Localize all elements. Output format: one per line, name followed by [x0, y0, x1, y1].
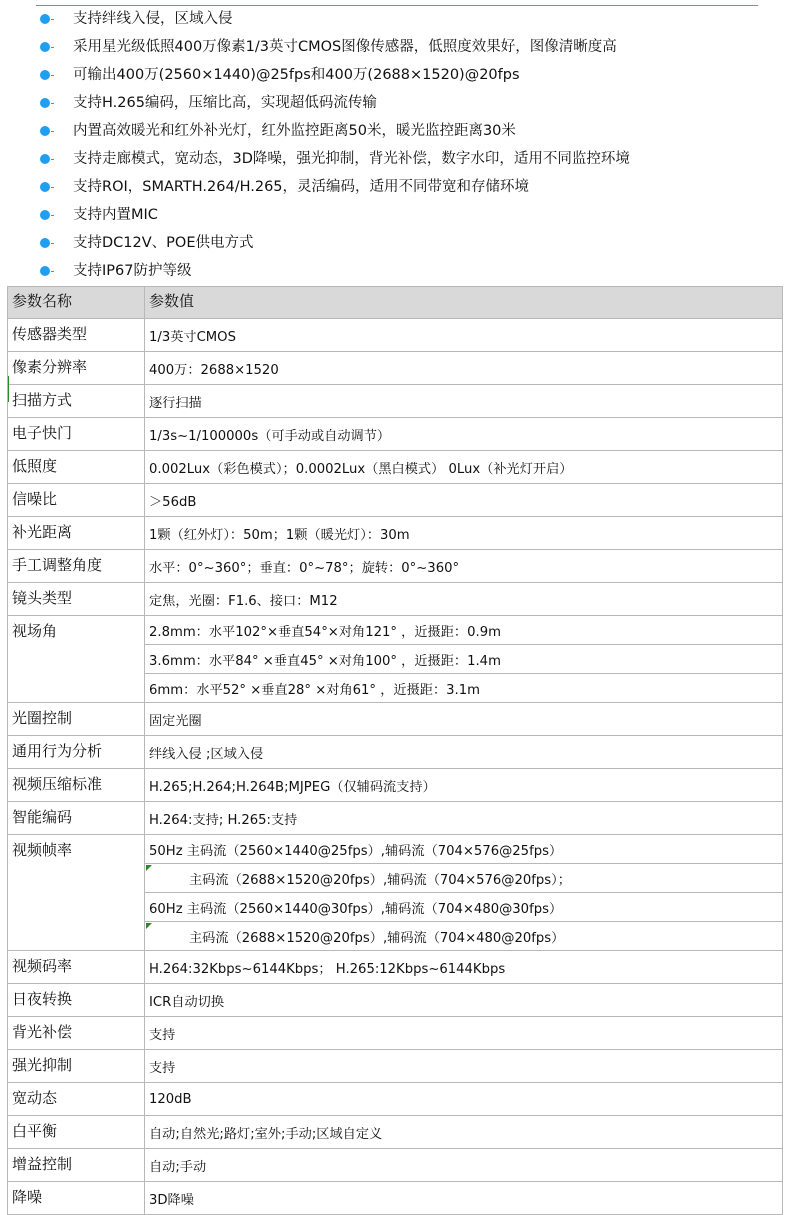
param-value: 0.002Lux（彩色模式）；0.0002Lux（黑白模式） 0Lux（补光灯开启） [145, 451, 783, 484]
param-value: ICR自动切换 [145, 984, 783, 1017]
feature-text: 支持绊线入侵，区域入侵 [73, 11, 233, 27]
param-value: 绊线入侵 ;区域入侵 [145, 736, 783, 769]
table-row [8, 1083, 783, 1116]
bullet-icon [40, 210, 50, 220]
table-row [8, 385, 783, 418]
bullet-icon [40, 154, 50, 164]
param-value: 50Hz 主码流（2560×1440@25fps）,辅码流（704×576@25fps） [145, 835, 783, 864]
param-value: 400万：2688×1520 [145, 352, 783, 385]
param-name: 镜头类型 [8, 583, 145, 616]
param-value: 固定光圈 [145, 703, 783, 736]
param-name: 电子快门 [8, 418, 145, 451]
param-name: 像素分辨率 [8, 352, 145, 385]
bullet-icon [40, 182, 50, 192]
table-row [8, 1149, 783, 1182]
param-value: 主码流（2688×1520@20fps）,辅码流（704×480@20fps） [145, 922, 783, 951]
param-value: 主码流（2688×1520@20fps）,辅码流（704×576@20fps）； [145, 864, 783, 893]
param-value: 1颗（红外灯）：50m；1颗（暖光灯）：30m [145, 517, 783, 550]
feature-text: 支持ROI，SMARTH.264/H.265，灵活编码，适用不同带宽和存储环境 [73, 179, 530, 195]
table-row [8, 703, 783, 736]
table-row [8, 517, 783, 550]
table-header-row [8, 287, 783, 319]
param-value: 逐行扫描 [145, 385, 783, 418]
table-row [8, 1050, 783, 1083]
param-name: 传感器类型 [8, 319, 145, 352]
param-name: 手工调整角度 [8, 550, 145, 583]
list-item [0, 173, 790, 201]
list-item [0, 61, 790, 89]
table-row [8, 984, 783, 1017]
param-name: 视频帧率 [8, 835, 145, 951]
param-value: 1/3s~1/100000s（可手动或自动调节） [145, 418, 783, 451]
bullet-icon [40, 238, 50, 248]
param-value: ＞56dB [145, 484, 783, 517]
bullet-icon [40, 126, 50, 136]
table-row [8, 616, 783, 645]
param-name: 低照度 [8, 451, 145, 484]
bullet-icon [40, 70, 50, 80]
table-row [8, 802, 783, 835]
param-name: 信噪比 [8, 484, 145, 517]
param-name: 视频码率 [8, 951, 145, 984]
bullet-icon [40, 14, 50, 24]
param-value: 1/3英寸CMOS [145, 319, 783, 352]
param-name: 降噪 [8, 1182, 145, 1215]
param-value: 自动;自然光;路灯;室外;手动;区域自定义 [145, 1116, 783, 1149]
table-row [8, 484, 783, 517]
param-name: 通用行为分析 [8, 736, 145, 769]
list-item [0, 145, 790, 173]
list-item [0, 33, 790, 61]
list-item [0, 89, 790, 117]
param-name: 日夜转换 [8, 984, 145, 1017]
param-name: 扫描方式 [8, 385, 145, 418]
param-value: 水平：0°~360°；垂直：0°~78°；旋转：0°~360° [145, 550, 783, 583]
param-value: 3D降噪 [145, 1182, 783, 1215]
table-row [8, 319, 783, 352]
feature-list [0, 5, 790, 285]
feature-text: 支持H.265编码，压缩比高，实现超低码流传输 [73, 95, 377, 111]
param-value: 支持 [145, 1017, 783, 1050]
param-name: 视频压缩标准 [8, 769, 145, 802]
param-name: 智能编码 [8, 802, 145, 835]
cell-marker [8, 376, 9, 402]
param-name: 光圈控制 [8, 703, 145, 736]
param-value: 3.6mm：水平84° ×垂直45° ×对角100° ，近摄距：1.4m [145, 645, 783, 674]
header-value: 参数值 [145, 287, 783, 319]
param-value: 支持 [145, 1050, 783, 1083]
table-row [8, 769, 783, 802]
param-value: 60Hz 主码流（2560×1440@30fps）,辅码流（704×480@30fps） [145, 893, 783, 922]
spec-table [7, 286, 783, 1215]
param-value: 定焦，光圈：F1.6、接口：M12 [145, 583, 783, 616]
list-item [0, 257, 790, 285]
list-item [0, 201, 790, 229]
bullet-icon [40, 266, 50, 276]
feature-text: 采用星光级低照400万像素1/3英寸CMOS图像传感器，低照度效果好，图像清晰度高 [73, 39, 617, 55]
feature-text: 内置高效暖光和红外补光灯，红外监控距离50米，暖光监控距离30米 [73, 123, 516, 139]
header-name: 参数名称 [8, 287, 145, 319]
feature-text: 支持内置MIC [73, 207, 158, 223]
table-row [8, 583, 783, 616]
param-name: 补光距离 [8, 517, 145, 550]
param-value: H.265;H.264;H.264B;MJPEG（仅辅码流支持） [145, 769, 783, 802]
param-name: 视场角 [8, 616, 145, 703]
table-row [8, 736, 783, 769]
param-value: 2.8mm：水平102°×垂直54°×对角121° ，近摄距：0.9m [145, 616, 783, 645]
feature-text: 支持IP67防护等级 [73, 263, 192, 279]
param-name: 背光补偿 [8, 1017, 145, 1050]
param-value: H.264:32Kbps~6144Kbps； H.265:12Kbps~6144Kbps [145, 951, 783, 984]
param-name: 白平衡 [8, 1116, 145, 1149]
param-name: 增益控制 [8, 1149, 145, 1182]
param-value: 6mm：水平52° ×垂直28° ×对角61° ，近摄距：3.1m [145, 674, 783, 703]
param-name: 强光抑制 [8, 1050, 145, 1083]
table-row [8, 835, 783, 864]
table-row [8, 451, 783, 484]
table-row [8, 1116, 783, 1149]
param-value: 120dB [145, 1083, 783, 1116]
feature-text: 支持DC12V、POE供电方式 [73, 235, 254, 251]
bullet-icon [40, 98, 50, 108]
table-row [8, 550, 783, 583]
param-value: 自动;手动 [145, 1149, 783, 1182]
feature-text: 可输出400万(2560×1440)@25fps和400万(2688×1520)@20fps [73, 67, 520, 83]
table-row [8, 352, 783, 385]
table-row [8, 951, 783, 984]
param-value: H.264:支持; H.265:支持 [145, 802, 783, 835]
list-item [0, 5, 790, 33]
table-row [8, 1017, 783, 1050]
param-name: 宽动态 [8, 1083, 145, 1116]
bullet-icon [40, 42, 50, 52]
table-row [8, 418, 783, 451]
feature-text: 支持走廊模式，宽动态，3D降噪，强光抑制，背光补偿，数字水印，适用不同监控环境 [73, 151, 630, 167]
list-item [0, 117, 790, 145]
list-item [0, 229, 790, 257]
table-row [8, 1182, 783, 1215]
